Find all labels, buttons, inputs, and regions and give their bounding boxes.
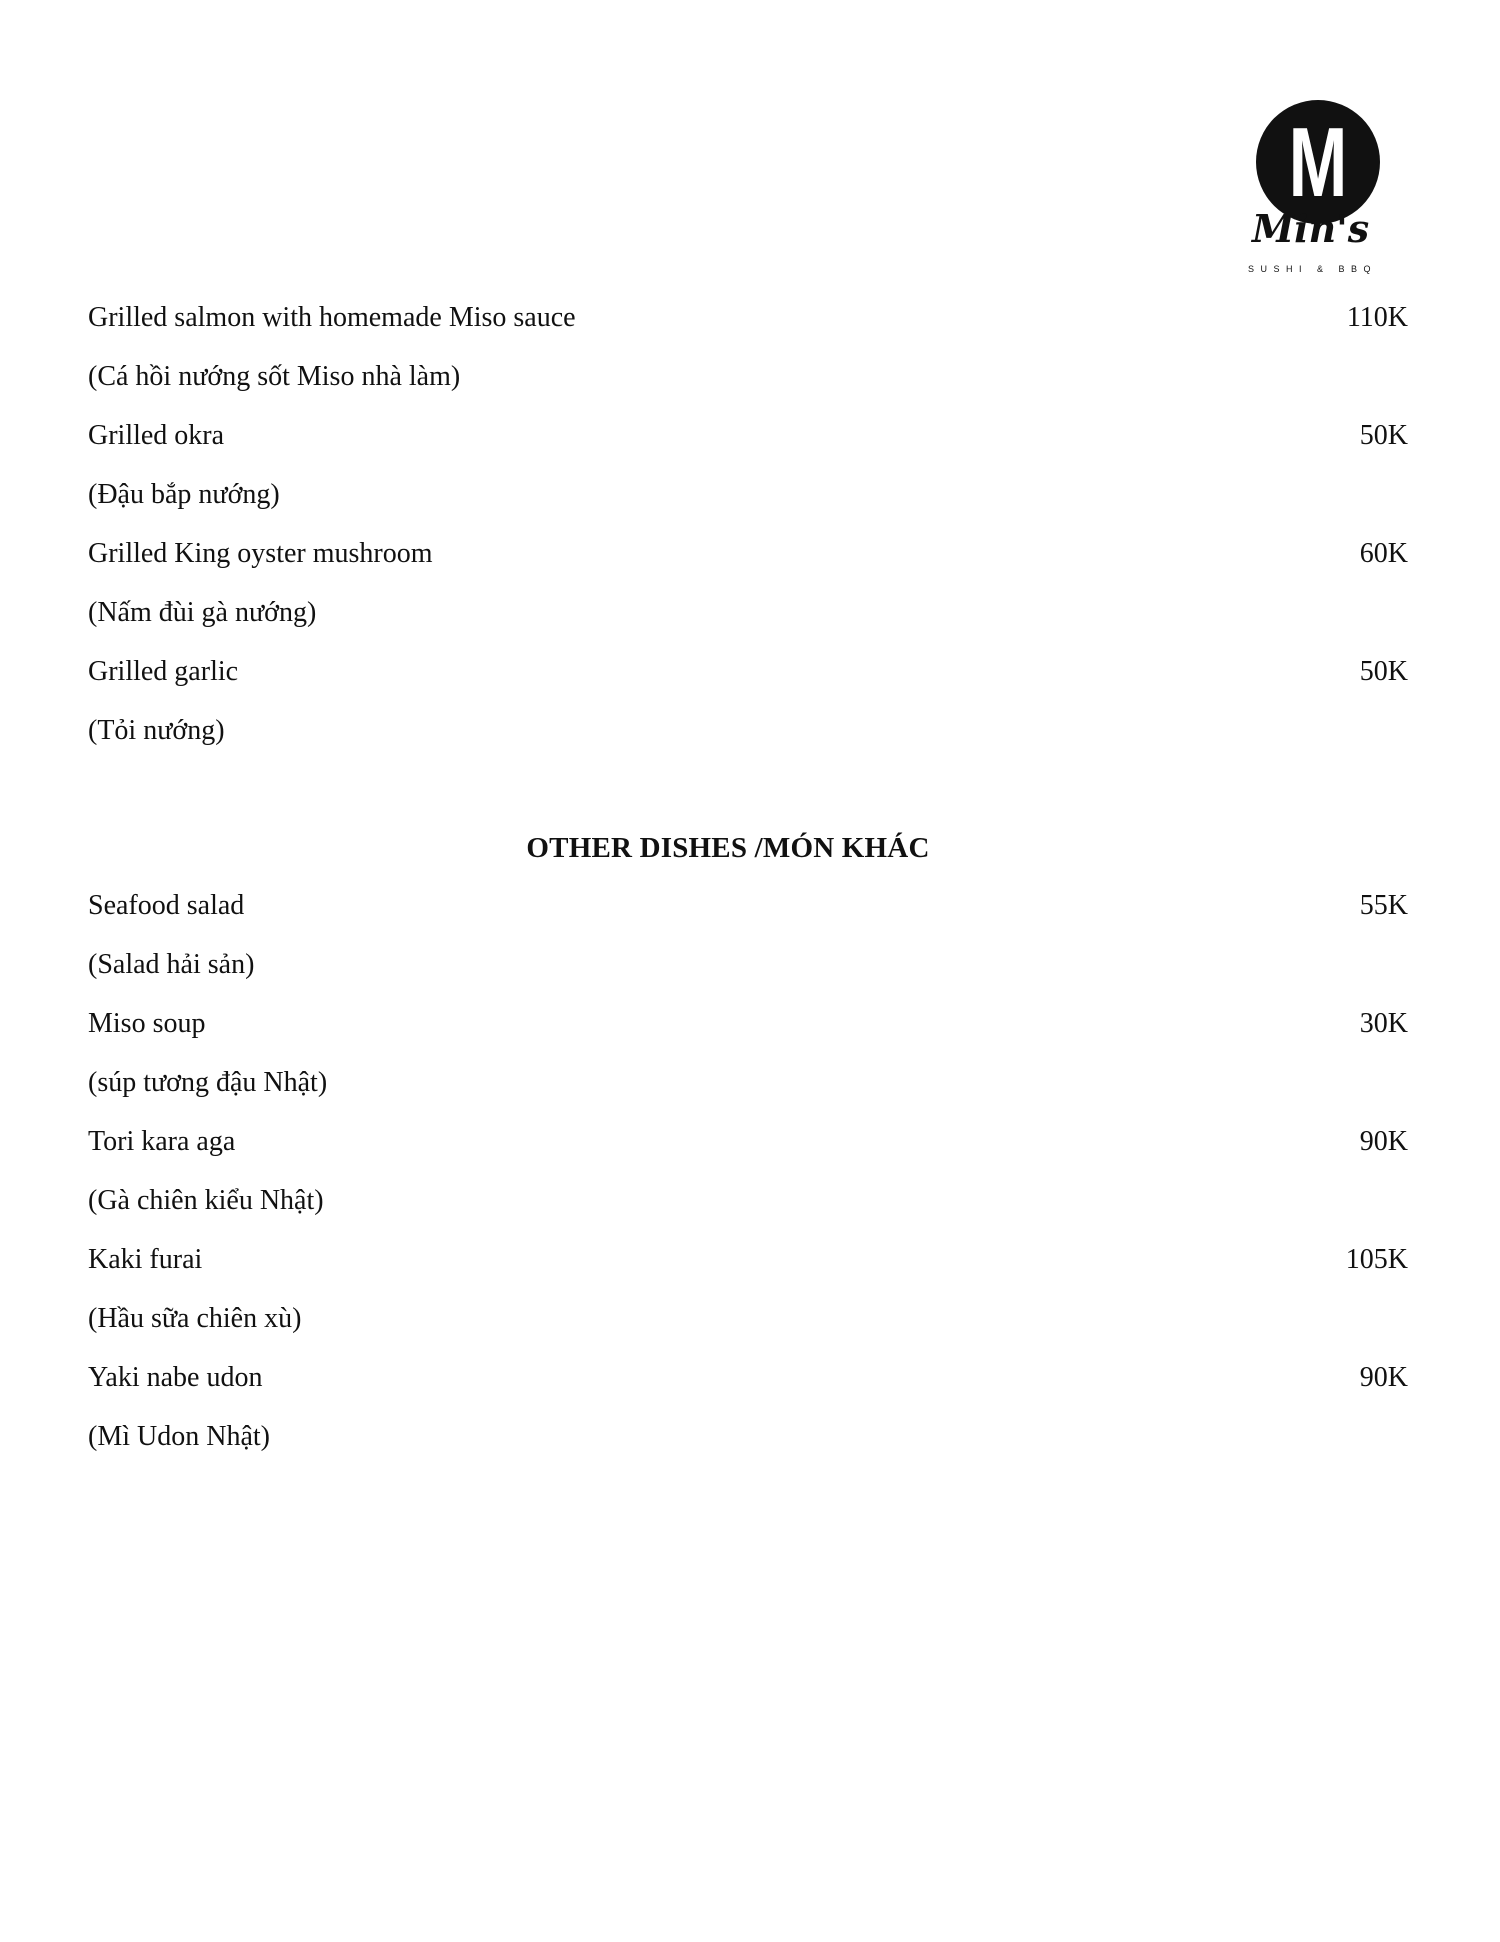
dish-name: Seafood salad [88,889,245,921]
dish-price: 60K [1359,537,1408,569]
dish-vietnamese-name: (Tỏi nướng) [88,714,225,746]
dish-price: 50K [1359,419,1408,451]
menu-item-translation-row [88,1407,1408,1466]
dish-name: Grilled King oyster mushroom [88,537,433,569]
menu-item-translation-row [88,1053,1408,1112]
menu-item-translation-row [88,935,1408,994]
menu-item-name-row [88,288,1408,347]
menu-item-name-row [88,1112,1408,1171]
menu-item-translation-row [88,1171,1408,1230]
menu-item-translation-row [88,465,1408,524]
menu-item-name-row [88,642,1408,701]
dish-price: 30K [1359,1007,1408,1039]
dish-price: 55K [1359,889,1408,921]
menu-item-name-row [88,406,1408,465]
dish-price: 50K [1359,655,1408,687]
dish-vietnamese-name: (Salad hải sản) [88,948,255,980]
menu-item-name-row [88,524,1408,583]
dish-vietnamese-name: (súp tương đậu Nhật) [88,1066,328,1098]
section-title: OTHER DISHES /MÓN KHÁC [526,832,930,864]
dish-vietnamese-name: (Cá hồi nướng sốt Miso nhà làm) [88,360,461,392]
logo-letter: M [1288,108,1348,218]
dish-price: 90K [1359,1361,1408,1393]
dish-vietnamese-name: (Gà chiên kiểu Nhật) [88,1184,324,1216]
grilled-section [88,288,1408,760]
dish-name: Grilled okra [88,419,225,451]
restaurant-logo [1240,100,1390,275]
menu-item-translation-row [88,583,1408,642]
dish-vietnamese-name: (Mì Udon Nhật) [88,1420,270,1452]
other-dishes-section [88,820,1408,1466]
menu-item-translation-row [88,347,1408,406]
logo-tagline: SUSHI & BBQ [1248,264,1378,274]
menu-item-name-row [88,994,1408,1053]
dish-vietnamese-name: (Đậu bắp nướng) [88,478,280,510]
dish-price: 110K [1346,301,1408,333]
menu-item-name-row [88,876,1408,935]
dish-price: 105K [1345,1243,1408,1275]
dish-vietnamese-name: (Nấm đùi gà nướng) [88,596,317,628]
dish-name: Grilled garlic [88,655,239,687]
dish-name: Miso soup [88,1007,206,1039]
logo-graphic [1240,100,1390,275]
menu-item-translation-row [88,701,1408,760]
logo-script-name: Min's [1252,206,1370,251]
dish-price: 90K [1359,1125,1408,1157]
menu-item-name-row [88,1230,1408,1289]
dish-name: Yaki nabe udon [88,1361,263,1393]
dish-name: Tori kara aga [88,1125,236,1157]
menu-item-name-row [88,1348,1408,1407]
menu-item-translation-row [88,1289,1408,1348]
dish-name: Grilled salmon with homemade Miso sauce [88,301,576,333]
dish-vietnamese-name: (Hầu sữa chiên xù) [88,1302,302,1334]
dish-name: Kaki furai [88,1243,203,1275]
